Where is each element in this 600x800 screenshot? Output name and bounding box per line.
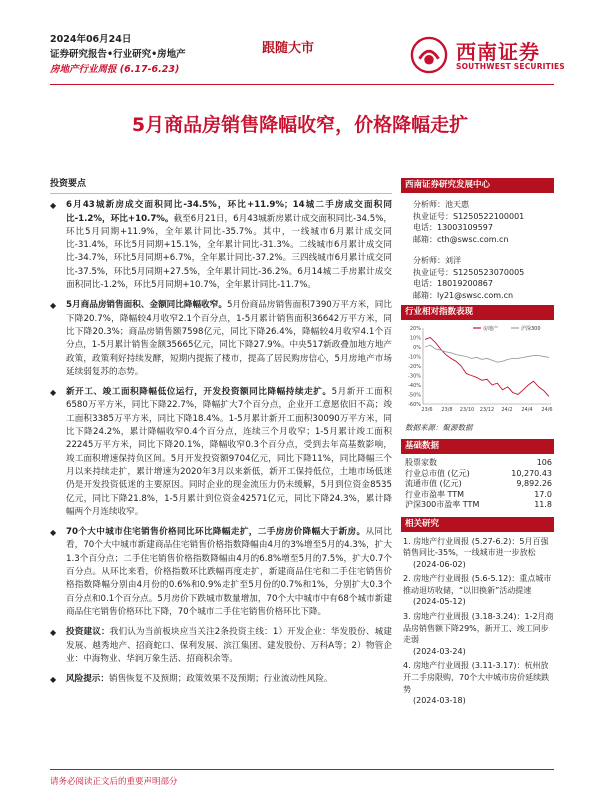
basic-data-heading: 基础数据 — [401, 439, 554, 454]
x-tick-label: 23/8 — [441, 407, 453, 413]
row-label: 行业市盈率 TTM — [405, 489, 465, 499]
analyst-list — [401, 193, 554, 305]
point-title: 70个大中城市住宅销售价格同比环比降幅走扩，二手房房价降幅大于新房。 — [66, 527, 366, 538]
x-tick-label: 23/12 — [479, 407, 495, 413]
y-tick-label: -10% — [408, 354, 421, 361]
item-date: (2024-03-24) — [413, 646, 466, 656]
row-value: 17.0 — [534, 489, 552, 499]
item-number: 2. — [403, 574, 411, 584]
point-title: 新开工、竣工面积降幅低位运行，开发投资额同比降幅持续走扩。 — [66, 387, 332, 398]
sidebar — [401, 178, 554, 710]
table-row — [401, 490, 554, 501]
company-logo — [410, 34, 590, 76]
page-title: 5月商品房销售降幅收窄，价格降幅走扩 — [131, 114, 469, 136]
item-number: 4. — [403, 661, 411, 671]
row-value: 106 — [536, 458, 552, 467]
research-center-heading: 西南证券研究发展中心 — [401, 178, 554, 193]
analyst-phone: 电话：18019200867 — [413, 279, 493, 288]
index-chart — [401, 320, 554, 420]
item-title: 房地产行业周报 (5.27-6.2)：5月百强销售同比-35%，一线城市进一步放松 — [403, 536, 549, 558]
row-value: 11.8 — [534, 500, 552, 509]
basic-data-table — [401, 454, 554, 517]
point-investment — [50, 626, 392, 666]
table-row — [401, 479, 554, 490]
point-risk — [50, 673, 392, 686]
table-row — [401, 500, 554, 511]
analyst-cert: 执业证号：S1250523070005 — [413, 267, 525, 277]
y-tick-label: 10% — [409, 335, 421, 342]
point-body: 5月份商品房销售面积7390万平方米，同比下降20.7%，降幅较4月收窄2.1个百分点，1-5月累计销售面积36642万平方米，同比下降20.3%；商品房销售额7598亿元，同比下降26.4%，降幅较4月收窄4.1个百分点，1-5月累计销售金额35665亿元，同比下降27.9%。中央517新政叠加地方地产政策，政策利好持续发酵，短期内提振了楼市，提高了居民购房信心，5月房地产市场延续弱复苏的态势。 — [66, 300, 393, 377]
series-line-real-estate — [425, 338, 549, 397]
y-tick-label: -40% — [408, 383, 421, 389]
item-date: (2024-06-02) — [413, 559, 466, 569]
row-label: 沪深300市盈率 TTM — [405, 500, 480, 509]
table-row — [401, 458, 554, 469]
analyst-name: 分析师：池天惠 — [413, 200, 469, 209]
list-item[interactable] — [403, 660, 554, 706]
header-divider — [50, 84, 554, 85]
y-tick-label: -60% — [408, 402, 421, 408]
legend-label: 房地产 — [483, 326, 499, 332]
point-body: 截至6月21日，6月43城新房累计成交面积同比-34.5%，环比5月同期+11.9%，全年累计同比-35.7%。其中，一线城市6月累计成交同比-31.4%，环比5月同期+15.1%，全年累计同比-31.3%。二线城市6月累计成交同比-34.7%，环比5月同期+6.7%，全年累计同比-37.2%。三四线城市6月累计成交同比-37.5%，环比5月同期+27.5%，全年累计同比-36.2%。6月14城二手房累计成交面积同比-1.2%，环比5月同期+10.7%，全年累计同比-11.7%。 — [66, 213, 392, 291]
analyst-email[interactable]: 邮箱：cth@swsc.com.cn — [413, 234, 509, 244]
logo-mark-icon — [410, 36, 448, 74]
rating: 跟随大市 — [262, 41, 315, 56]
footer-divider — [50, 769, 554, 770]
related-research-list — [401, 532, 554, 707]
point-prices — [50, 526, 392, 619]
row-label: 行业总市值 (亿元) — [405, 468, 470, 478]
analyst-phone: 电话：13003109597 — [413, 223, 493, 232]
point-title: 投资建议： — [66, 627, 110, 638]
header-info — [50, 32, 186, 77]
point-sales-area — [50, 299, 392, 379]
row-label: 股票家数 — [405, 458, 437, 467]
report-type: 证券研究报告•行业研究•房地产 — [50, 49, 186, 60]
y-tick-label: 20% — [409, 326, 421, 332]
list-item[interactable] — [403, 536, 554, 571]
item-date: (2024-05-12) — [413, 597, 466, 607]
item-title: 房地产行业周报 (5.6-5.12)：重点城市推动退坊收储，“以旧换新”活动提速 — [403, 574, 552, 595]
report-date: 2024年06月24日 — [50, 34, 132, 45]
chart-svg — [401, 320, 554, 420]
footer-disclaimer: 请务必阅读正文后的重要声明部分 — [50, 777, 178, 787]
x-tick-label: 23/6 — [421, 407, 433, 413]
item-number: 3. — [403, 612, 411, 622]
list-item[interactable] — [403, 611, 554, 657]
item-title: 房地产行业周报 (3.11-3.17)：杭州放开二手房限购，70个大中城市房价延续跌势 — [403, 661, 550, 694]
chart-source: 数据来源：聚源数据 — [405, 423, 473, 432]
x-tick-label: 24/2 — [501, 407, 513, 413]
point-body: 我们认为当前板块应当关注2条投资主线：1）开发企业：华发股份、城建发展、越秀地产、招商蛇口、保利发展、滨江集团、建发股份、万科A等；2）物管企业：中海物业、华润万象生活、招商积余等。 — [66, 627, 392, 664]
section-heading: 投资要点 — [50, 178, 392, 194]
chart-heading: 行业相对指数表现 — [401, 305, 554, 320]
related-research-heading: 相关研究 — [401, 517, 554, 532]
table-row — [401, 469, 554, 480]
point-body: 从同比看，70个大中城市新建商品住宅销售价格指数降幅由4月的3%增至5月的4.3%，扩大1.3个百分点；二手住宅销售价格指数降幅由4月的6.8%增至5月的7.5%，扩大0.7个百分点。从环比来看，价格指数环比跌幅再度走扩，新建商品住宅和二手住宅销售价格指数降幅分别由4月份的0.6%和0.9%走扩至5月份的0.7%和1%，分别扩大0.3个百分点和0.1个百分点。5月房价下跌城市数量增加，70个大中城市中有68个城市新建商品住宅销售价格环比下降，70个城市二手住宅销售价格环比下降。 — [66, 527, 392, 617]
y-tick-label: 0% — [413, 345, 421, 351]
point-body: 5月新开工面积6580万平方米，同比下降22.7%，降幅扩大7个百分点，企业开工意愿依旧不高；竣工面积3385万平方米，同比下降18.4%。1-5月累计新开工面积30090万平方米，同比下降24.2%，累计降幅收窄0.4个百分点，连续三个月收窄；1-5月累计竣工面积22245万平方米，同比下降20.1%，降幅收窄0.3个百分点，受到去年高基数影响，竣工面积增速保持负区间。5月开发投资额9704亿元，同比下降11%，同比降幅三个月以来持续走扩，累计增速为2020年3月以来新低，新开工保持低位，土地市场低迷仍是开发投资低迷的主要原因。同时企业的现金流压力仍未缓解，5月到位资金8535亿元，同比下降21.8%，1-5月累计到位资金42571亿元，同比下降24.3%，累计降幅两个月连续收窄。 — [66, 387, 392, 517]
item-title: 房地产行业周报 (3.18-3.24)：1-2月商品房销售额下降29%，新开工、竣工同步走弱 — [403, 612, 554, 645]
legend-label: 沪深300 — [521, 326, 541, 332]
row-label: 流通市值 (亿元) — [405, 479, 462, 488]
y-tick-label: -50% — [408, 392, 421, 399]
x-tick-label: 23/10 — [459, 407, 475, 413]
point-title: 风险提示： — [66, 674, 109, 685]
logo-name: 西南证券 — [456, 40, 540, 64]
point-new-home-sales — [50, 199, 392, 292]
point-body: 销售恢复不及预期；政策效果不及预期；行业流动性风险。 — [108, 674, 333, 685]
analyst-cert: 执业证号：S1250522100001 — [413, 211, 525, 221]
list-item[interactable] — [403, 573, 554, 608]
point-title: 5月商品房销售面积、金额同比降幅收窄。 — [66, 300, 227, 311]
y-tick-label: -30% — [408, 373, 421, 380]
point-construction — [50, 386, 392, 519]
series-line-csi300 — [425, 345, 549, 362]
point-title: 6月43城新房成交面积同比-34.5%，环比+11.9%；14城二手房成交面积同比-1.2%，环比+10.7%。 — [66, 200, 392, 224]
report-name: 房地产行业周报 (6.17-6.23) — [50, 64, 180, 75]
analyst-name: 分析师：刘洋 — [413, 256, 461, 265]
logo-english: SOUTHWEST SECURITIES — [456, 62, 565, 71]
item-date: (2024-03-18) — [413, 696, 466, 706]
x-tick-label: 24/4 — [521, 407, 533, 413]
row-value: 10,270.43 — [511, 468, 552, 478]
analyst-email[interactable]: 邮箱：ly21@swsc.com.cn — [413, 290, 514, 300]
item-number: 1. — [403, 536, 411, 546]
row-value: 9,892.26 — [516, 479, 552, 488]
main-content — [50, 178, 392, 693]
y-tick-label: -20% — [408, 364, 421, 370]
x-tick-label: 24/6 — [541, 407, 553, 413]
